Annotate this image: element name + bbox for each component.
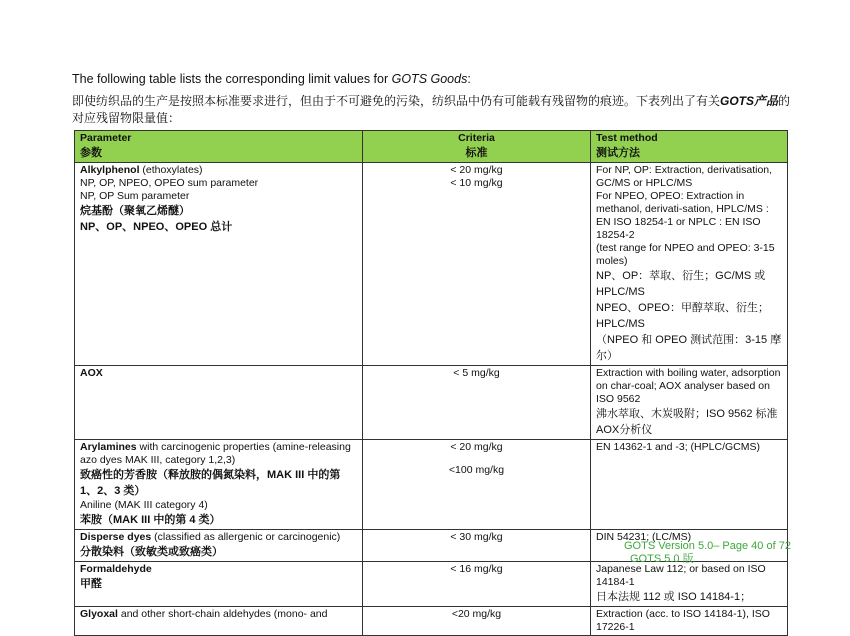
criteria-cell: < 16 mg/kg <box>363 562 591 607</box>
parameter-cell: Alkylphenol (ethoxylates) NP, OP, NPEO, OPEO sum parameter NP, OP Sum parameter 烷基酚（聚氧乙烯醚） NP、OP、NPEO、OPEO 总计 <box>75 163 363 366</box>
table-header-row <box>75 131 788 163</box>
method-cell: Extraction (acc. to ISO 14184-1), ISO 17226-1 <box>591 607 788 636</box>
intro-chinese: 即使纺织品的生产是按照本标准要求进行，但由于不可避免的污染，纺织品中仍有可能载有残留物的痕迹。下表列出了有关GOTS产品的对应残留物限量值： <box>72 94 791 125</box>
header-test-method: Test method 测试方法 <box>591 131 788 163</box>
header-criteria: Criteria 标准 <box>363 131 591 163</box>
parameter-cell: Formaldehyde 甲醛 <box>75 562 363 607</box>
table-row-aox <box>75 366 788 440</box>
parameter-cell: Arylamines with carcinogenic properties (amine-releasing azo dyes MAK III, category 1,2,3) 致癌性的芳香胺（释放胺的偶氮染料，MAK III 中的第 1、2、3 类） Aniline (MAK III category 4) 苯胺（MAK III 中的第 4 类） <box>75 440 363 530</box>
method-cell: Japanese Law 112; or based on ISO 14184-1 日本法规 112 或 ISO 14184-1； <box>591 562 788 607</box>
table-row-glyoxal <box>75 607 788 636</box>
intro-gots-goods: GOTS Goods <box>391 72 468 86</box>
method-cell: For NP, OP: Extraction, derivatisation, GC/MS or HPLC/MS For NPEO, OPEO: Extraction in methanol, derivati-sation, HPLC/MS : EN ISO 18254-1 or NPLC : EN ISO 18254-2 (test range for NPEO and OPEO: 3-15 moles) NP、OP：萃取、衍生；GC/MS 或 HPLC/MS NPEO、OPEO：甲醇萃取、衍生；HPLC/MS （NPEO 和 OPEO 测试范围：3-15 摩尔） <box>591 163 788 366</box>
criteria-cell: <20 mg/kg <box>363 607 591 636</box>
page-footer <box>624 540 791 566</box>
parameter-cell: AOX <box>75 366 363 440</box>
method-cell: Extraction with boiling water, adsorption on char-coal; AOX analyser based on ISO 9562 沸水萃取、木炭吸附；ISO 9562 标准AOX分析仪 <box>591 366 788 440</box>
criteria-cell: < 20 mg/kg < 10 mg/kg <box>363 163 591 366</box>
criteria-cell: < 20 mg/kg <100 mg/kg <box>363 440 591 530</box>
table-row-arylamines <box>75 440 788 530</box>
intro-english: The following table lists the corresponding limit values for GOTS Goods: <box>72 72 471 86</box>
header-parameter: Parameter 参数 <box>75 131 363 163</box>
table-row-alkylphenol <box>75 163 788 366</box>
parameter-cell: Disperse dyes (classified as allergenic or carcinogenic) 分散染料（致敏类或致癌类） <box>75 530 363 562</box>
footer-version-zh: GOTS 5.0 版 <box>630 553 694 565</box>
parameter-cell: Glyoxal and other short-chain aldehydes (mono- and <box>75 607 363 636</box>
method-cell: DIN 54231; (LC/MS) <box>591 530 788 562</box>
criteria-cell: < 5 mg/kg <box>363 366 591 440</box>
footer-version-page: GOTS Version 5.0– Page 40 of 72 <box>624 540 791 552</box>
criteria-cell: < 30 mg/kg <box>363 530 591 562</box>
method-cell: EN 14362-1 and -3; (HPLC/GCMS) <box>591 440 788 530</box>
